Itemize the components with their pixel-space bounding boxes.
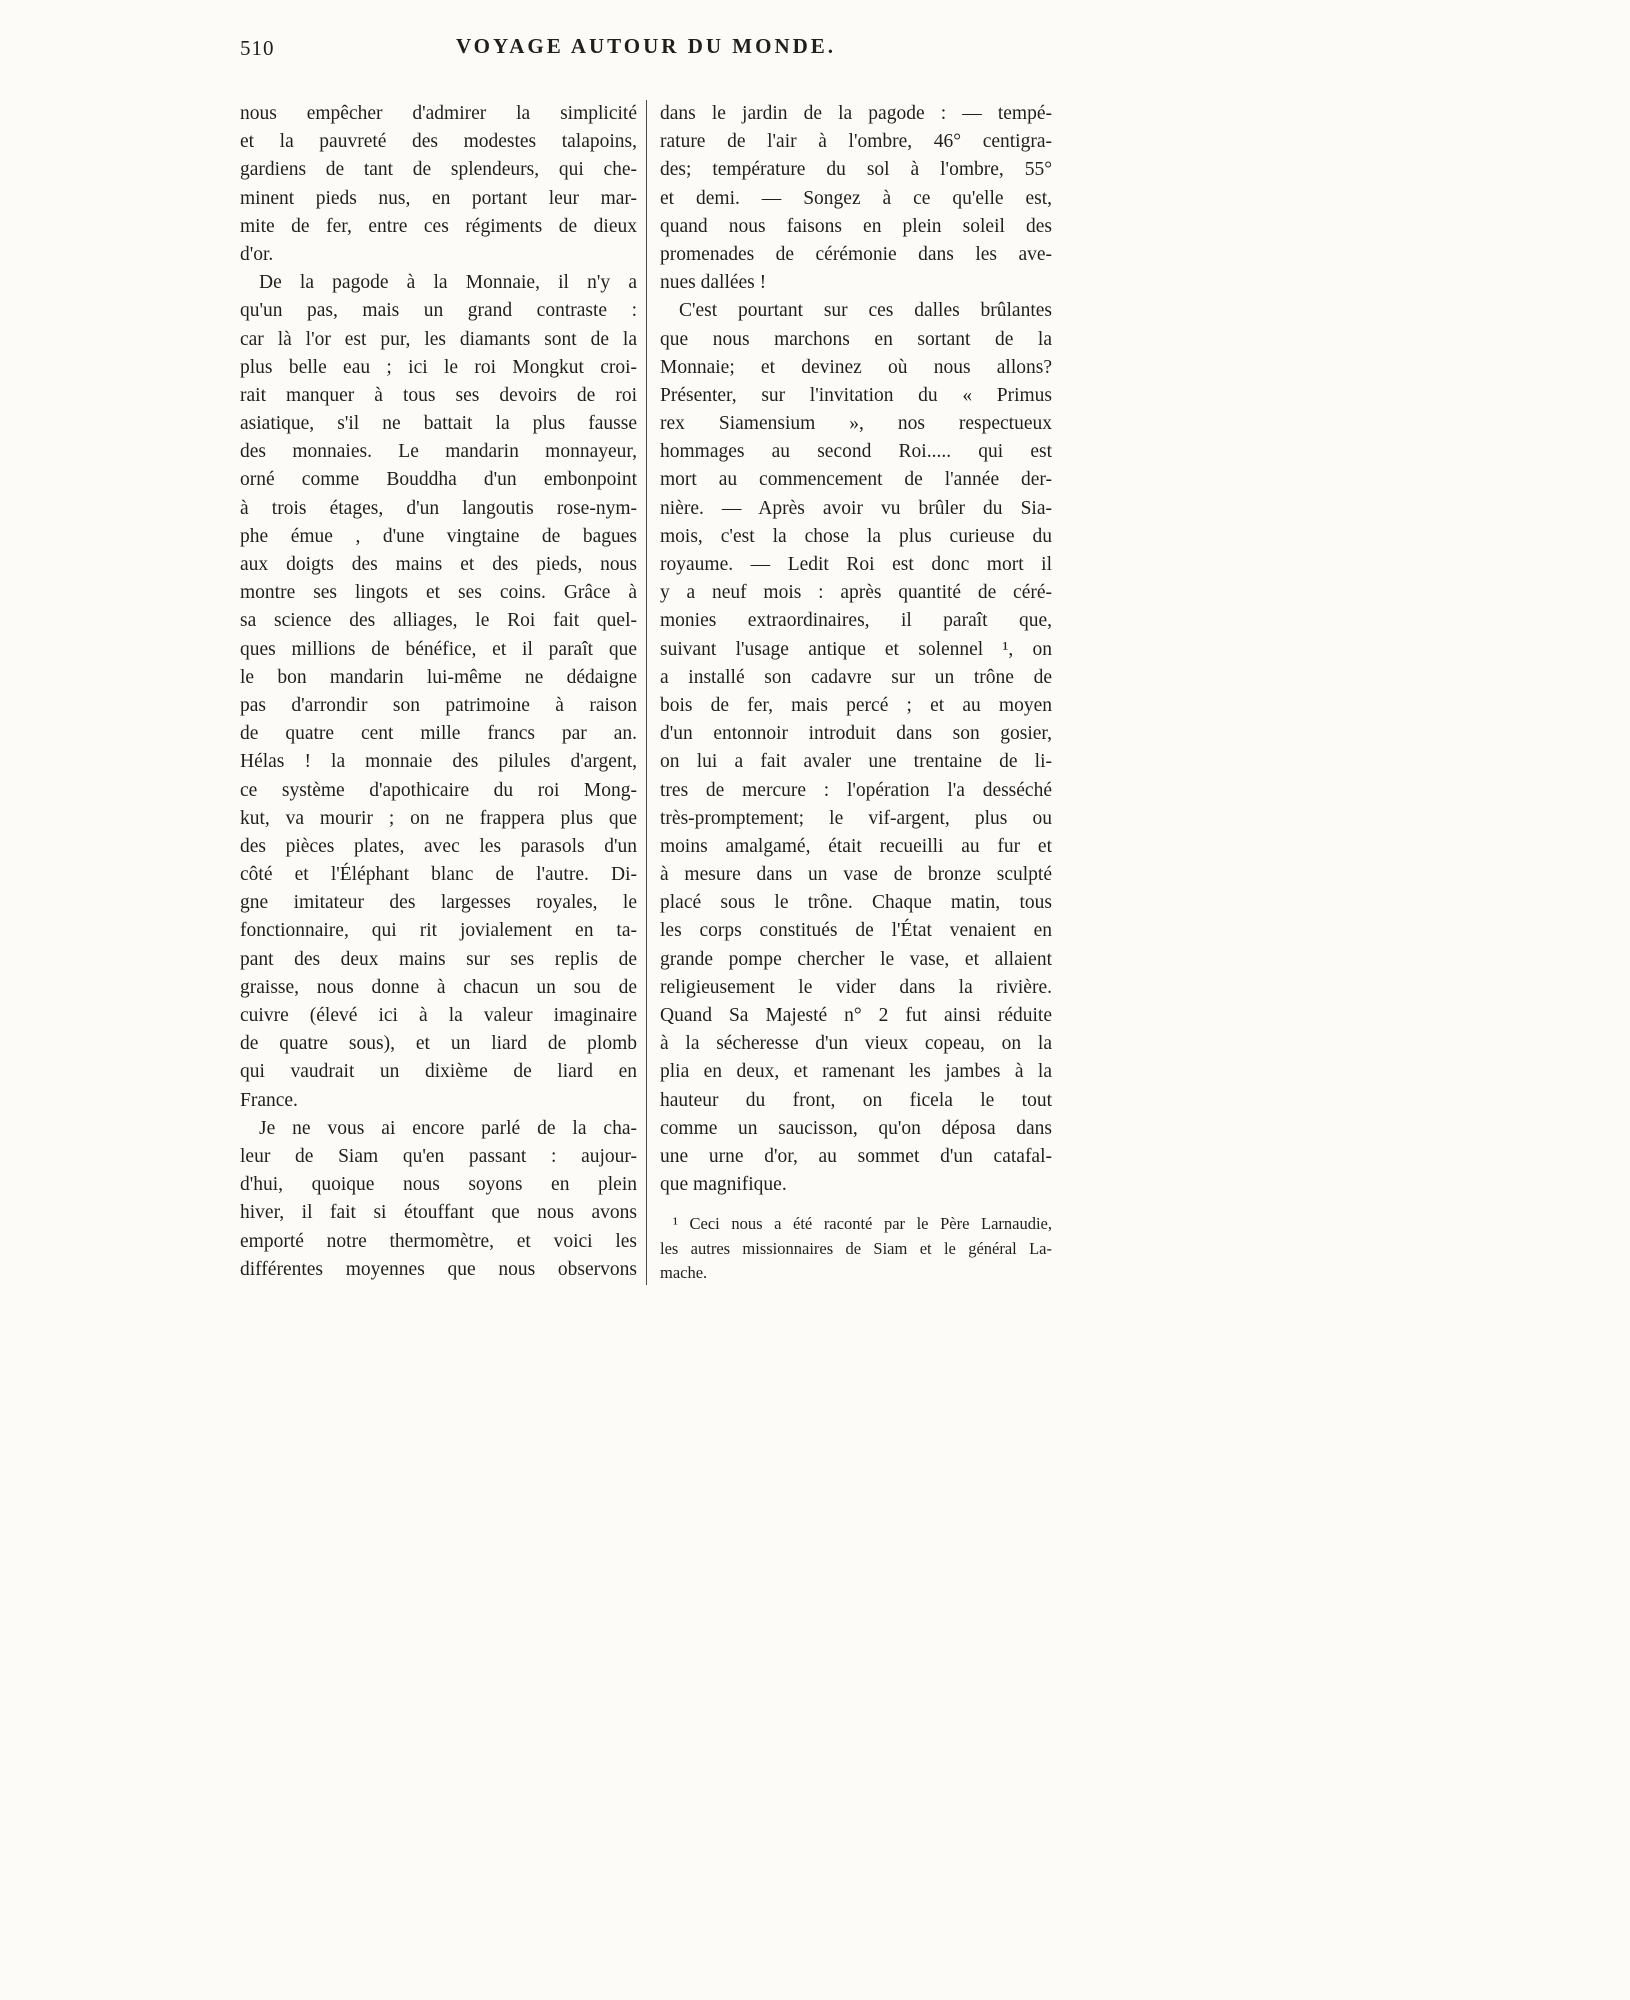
text-line: montre ses lingots et ses coins. Grâce à (240, 582, 637, 604)
text-line: cuivre (élevé ici à la valeur imaginaire (240, 1005, 637, 1026)
text-line: orné comme Bouddha d'un embonpoint (240, 469, 637, 491)
text-line: Je ne vous ai encore parlé de la cha- (259, 1117, 637, 1139)
text-line: aux doigts des mains et des pieds, nous (240, 554, 637, 575)
text-line: tres de mercure : l'opération l'a desséché (660, 779, 1052, 801)
text-line: les corps constitués de l'État venaient en (660, 920, 1052, 942)
text-line: phe émue , d'une vingtaine de bagues (240, 525, 637, 547)
text-line: à trois étages, d'un langoutis rose-nym- (240, 497, 637, 519)
text-line: monies extraordinaires, il paraît que, (660, 610, 1052, 632)
text-line: religieusement le vider dans la rivière. (660, 976, 1052, 998)
text-line: qui vaudrait un dixième de liard en (240, 1061, 637, 1083)
text-line: promenades de cérémonie dans les ave- (660, 243, 1052, 265)
page-number: 510 (240, 36, 275, 60)
text-line: emporté notre thermomètre, et voici les (240, 1230, 637, 1252)
text-line: suivant l'usage antique et solennel ¹, on (660, 638, 1052, 660)
footnote-line: les autres missionnaires de Siam et le général La- (660, 1238, 1052, 1258)
text-line: minent pieds nus, en portant leur mar- (240, 187, 637, 209)
text-line: hauteur du front, on ficela le tout (660, 1089, 1052, 1111)
text-line: très-promptement; le vif-argent, plus ou (660, 807, 1052, 829)
footnote-line: mache. (660, 1262, 708, 1282)
text-line: à la sécheresse d'un vieux copeau, on la (660, 1033, 1052, 1055)
text-line: plia en deux, et ramenant les jambes à la (660, 1061, 1052, 1083)
text-line: C'est pourtant sur ces dalles brûlantes (679, 300, 1052, 322)
left-column (240, 100, 637, 1285)
text-line: hommages au second Roi..... qui est (660, 441, 1052, 463)
text-line: placé sous le trône. Chaque matin, tous (660, 892, 1052, 914)
text-line: que nous marchons en sortant de la (660, 328, 1052, 350)
text-line: gardiens de tant de splendeurs, qui che- (240, 159, 637, 181)
text-line: Hélas ! la monnaie des pilules d'argent, (240, 751, 637, 773)
text-line: pant des deux mains sur ses replis de (240, 948, 637, 970)
text-line: asiatique, s'il ne battait la plus fausse (240, 413, 637, 435)
text-line: fonctionnaire, qui rit jovialement en ta- (240, 920, 637, 942)
text-line: grande pompe chercher le vase, et allaient (660, 948, 1052, 970)
text-line: Monnaie; et devinez où nous allons? (660, 356, 1052, 378)
text-line: le bon mandarin lui-même ne dédaigne (240, 666, 637, 688)
text-line: qu'un pas, mais un grand contraste : (240, 300, 637, 322)
text-line: ques millions de bénéfice, et il paraît que (240, 638, 637, 660)
text-line: nière. — Après avoir vu brûler du Sia- (660, 497, 1052, 519)
running-header (240, 34, 1052, 66)
page-title: VOYAGE AUTOUR DU MONDE. (455, 34, 837, 58)
text-line: et la pauvreté des modestes talapoins, (240, 131, 637, 153)
text-line: bois de fer, mais percé ; et au moyen (660, 694, 1052, 716)
text-line: rait manquer à tous ses devoirs de roi (240, 384, 637, 406)
text-line: des pièces plates, avec les parasols d'un (240, 835, 637, 857)
text-block (240, 100, 1052, 1285)
text-line: gne imitateur des largesses royales, le (240, 892, 637, 914)
text-line: une urne d'or, au sommet d'un catafal- (660, 1145, 1052, 1167)
text-line: différentes moyennes que nous observons (240, 1258, 637, 1280)
text-line: pas d'arrondir son patrimoine à raison (240, 694, 637, 716)
text-line: d'un entonnoir introduit dans son gosier, (660, 723, 1052, 745)
text-line: graisse, nous donne à chacun un sou de (240, 976, 637, 998)
text-line: des; température du sol à l'ombre, 55° (660, 159, 1052, 181)
text-line: hiver, il fait si étouffant que nous avons (240, 1202, 637, 1224)
text-line: y a neuf mois : après quantité de céré- (660, 582, 1052, 604)
text-line: rex Siamensium », nos respectueux (660, 413, 1052, 435)
text-line: car là l'or est pur, les diamants sont de la (240, 328, 637, 350)
text-line: kut, va mourir ; on ne frappera plus que (240, 807, 637, 829)
text-line: que magnifique. (660, 1174, 787, 1196)
text-line: plus belle eau ; ici le roi Mongkut croi- (240, 356, 637, 378)
text-line: mort au commencement de l'année der- (660, 469, 1052, 491)
right-column-lines (660, 100, 1052, 1199)
text-line: côté et l'Éléphant blanc de l'autre. Di- (240, 864, 637, 886)
text-line: rature de l'air à l'ombre, 46° centigra- (660, 131, 1052, 153)
text-line: mois, c'est la chose la plus curieuse du (660, 525, 1052, 547)
text-line: sa science des alliages, le Roi fait quel- (240, 610, 637, 632)
text-line: comme un saucisson, qu'on déposa dans (660, 1117, 1052, 1139)
text-line: et demi. — Songez à ce qu'elle est, (660, 187, 1052, 209)
text-line: des monnaies. Le mandarin monnayeur, (240, 441, 637, 463)
text-line: leur de Siam qu'en passant : aujour- (240, 1145, 637, 1167)
right-column (647, 100, 1052, 1285)
text-line: De la pagode à la Monnaie, il n'y a (259, 272, 637, 294)
text-line: dans le jardin de la pagode : — tempé- (660, 103, 1052, 124)
footnote-line: ¹ Ceci nous a été raconté par le Père Larnaudie, (673, 1214, 1052, 1234)
text-line: a installé son cadavre sur un trône de (660, 666, 1052, 688)
text-line: de quatre sous), et un liard de plomb (240, 1033, 637, 1055)
text-line: quand nous faisons en plein soleil des (660, 215, 1052, 237)
text-line: moins amalgamé, était recueilli au fur et (660, 835, 1052, 857)
text-line: France. (240, 1089, 298, 1111)
text-line: mite de fer, entre ces régiments de dieux (240, 215, 637, 237)
text-line: nues dallées ! (660, 272, 767, 294)
text-line: on lui a fait avaler une trentaine de li- (660, 751, 1052, 773)
text-line: à mesure dans un vase de bronze sculpté (660, 864, 1052, 886)
text-line: de quatre cent mille francs par an. (240, 723, 637, 745)
text-line: d'hui, quoique nous soyons en plein (240, 1174, 637, 1196)
text-line: Quand Sa Majesté n° 2 fut ainsi réduite (660, 1005, 1052, 1026)
text-line: ce système d'apothicaire du roi Mong- (240, 779, 637, 801)
text-line: nous empêcher d'admirer la simplicité (240, 103, 637, 124)
text-line: royaume. — Ledit Roi est donc mort il (660, 554, 1052, 575)
text-line: Présenter, sur l'invitation du « Primus (660, 384, 1052, 406)
footnote (660, 1212, 1052, 1285)
text-line: d'or. (240, 243, 274, 265)
